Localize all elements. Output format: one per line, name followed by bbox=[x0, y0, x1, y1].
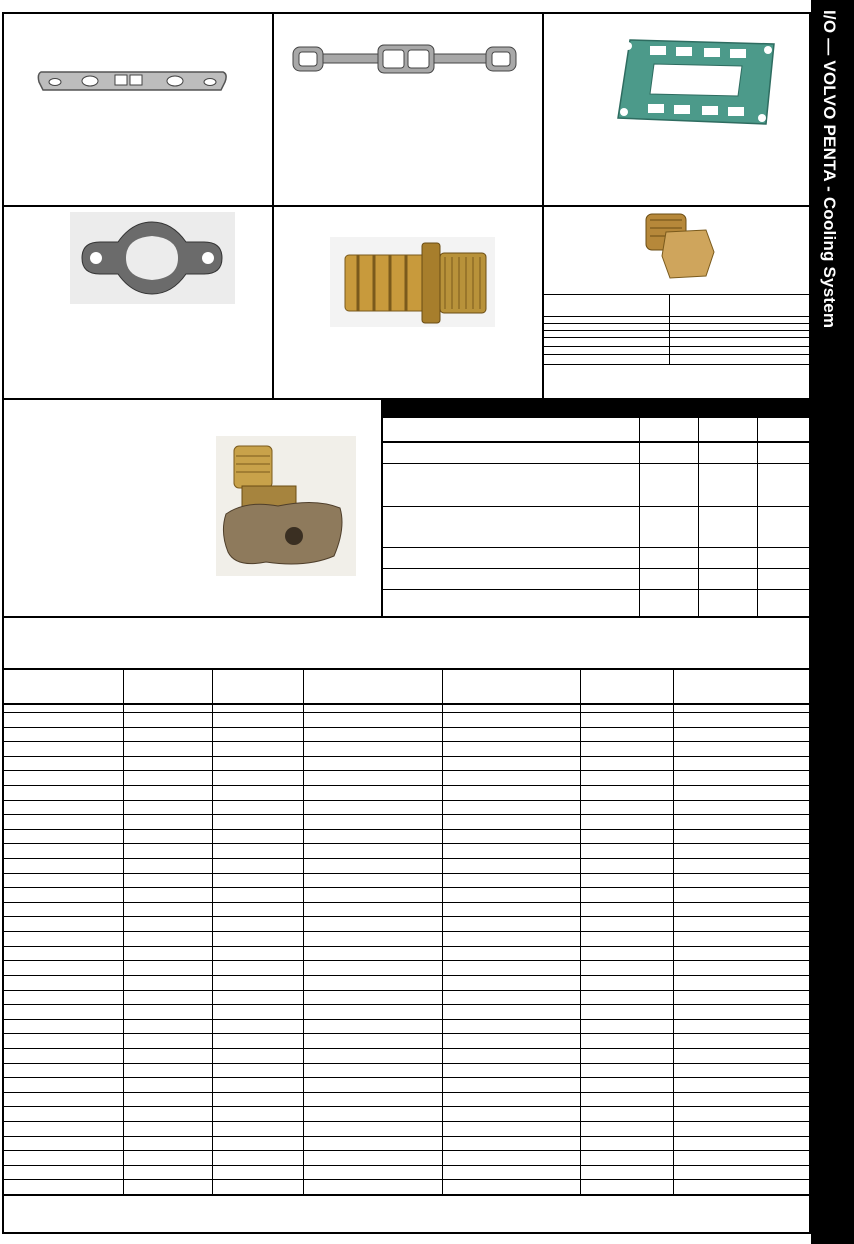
table-rule bbox=[543, 337, 810, 338]
table-row bbox=[2, 1150, 811, 1151]
table-rule bbox=[382, 568, 811, 569]
section-sidebar bbox=[811, 0, 854, 1244]
table-column-rule bbox=[442, 670, 443, 1194]
grid-divider bbox=[2, 205, 811, 207]
table-header-bar bbox=[382, 400, 811, 418]
table-row bbox=[2, 990, 811, 991]
grid-divider bbox=[542, 12, 544, 399]
table-column-rule bbox=[303, 670, 304, 1194]
table-row bbox=[2, 1106, 811, 1107]
table-row bbox=[2, 1033, 811, 1034]
table-row bbox=[2, 916, 811, 917]
table-row bbox=[2, 800, 811, 801]
table-row bbox=[2, 931, 811, 932]
valve-icon bbox=[216, 436, 356, 576]
table-rule bbox=[669, 294, 670, 364]
table-row bbox=[2, 843, 811, 844]
table-row bbox=[2, 873, 811, 874]
table-row bbox=[2, 1136, 811, 1137]
table-rule bbox=[543, 346, 810, 347]
table-row bbox=[2, 1004, 811, 1005]
gasket-icon bbox=[290, 42, 520, 76]
table-row bbox=[2, 712, 811, 713]
table-rule bbox=[543, 354, 810, 355]
gasket-icon bbox=[35, 60, 230, 100]
grid-divider bbox=[381, 400, 383, 616]
table-row bbox=[2, 770, 811, 771]
table-row bbox=[2, 814, 811, 815]
table-row bbox=[2, 756, 811, 757]
grid-divider bbox=[2, 616, 811, 618]
table-rule bbox=[698, 418, 699, 616]
table-column-rule bbox=[123, 670, 124, 1194]
table-rule bbox=[757, 418, 758, 616]
table-column-rule bbox=[212, 670, 213, 1194]
grid-divider bbox=[272, 12, 274, 399]
table-row bbox=[2, 1179, 811, 1180]
gasket-icon bbox=[70, 212, 235, 304]
table-rule bbox=[543, 364, 810, 365]
gasket-icon bbox=[612, 34, 782, 130]
table-rule bbox=[543, 294, 810, 295]
table-row bbox=[2, 1165, 811, 1166]
table-row bbox=[2, 858, 811, 859]
table-rule bbox=[382, 547, 811, 548]
table-rule bbox=[382, 463, 811, 464]
table-rule bbox=[639, 418, 640, 616]
table-row bbox=[2, 1048, 811, 1049]
table-column-rule bbox=[580, 670, 581, 1194]
fitting-icon bbox=[330, 237, 495, 327]
table-row bbox=[2, 1019, 811, 1020]
section-title: I/O — VOLVO PENTA - Cooling System bbox=[820, 10, 839, 329]
table-row bbox=[2, 1077, 811, 1078]
table-row bbox=[2, 785, 811, 786]
table-rule bbox=[382, 441, 811, 443]
table-rule bbox=[543, 323, 810, 324]
table-row bbox=[2, 946, 811, 947]
table-column-rule bbox=[673, 670, 674, 1194]
table-rule bbox=[543, 330, 810, 331]
table-row bbox=[2, 902, 811, 903]
table-row bbox=[2, 741, 811, 742]
plug-icon bbox=[636, 210, 716, 282]
table-footer-rule bbox=[2, 1194, 811, 1196]
table-row bbox=[2, 975, 811, 976]
table-row bbox=[2, 727, 811, 728]
table-rule bbox=[382, 589, 811, 590]
table-row bbox=[2, 960, 811, 961]
table-row bbox=[2, 829, 811, 830]
table-row bbox=[2, 1063, 811, 1064]
table-row bbox=[2, 887, 811, 888]
table-rule bbox=[382, 506, 811, 507]
table-row bbox=[2, 1092, 811, 1093]
table-row bbox=[2, 1121, 811, 1122]
table-rule bbox=[543, 316, 810, 317]
